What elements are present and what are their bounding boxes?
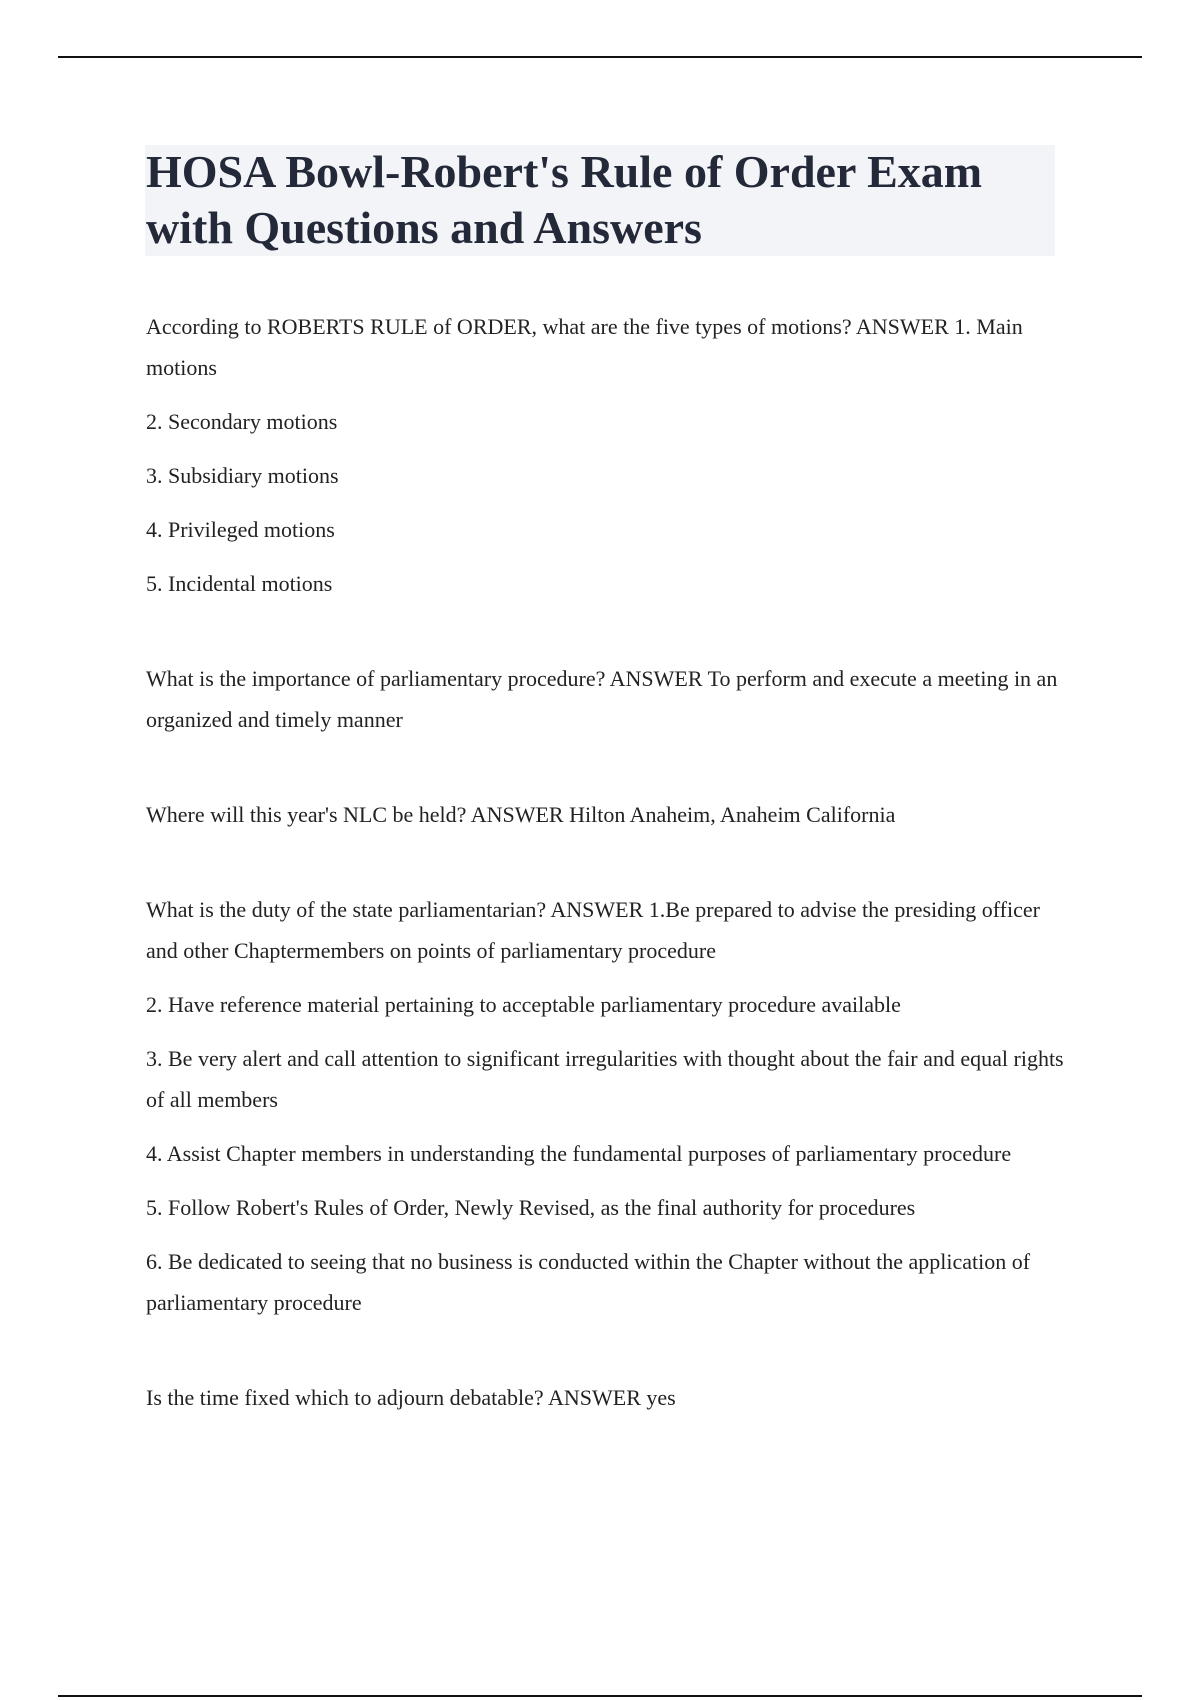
paragraph-q3: Where will this year's NLC be held? ANSWER Hilton Anaheim, Anaheim California <box>146 802 896 827</box>
paragraph-q1: According to ROBERTS RULE of ORDER, what are the five types of motions? ANSWER 1. Main motions <box>146 314 1023 380</box>
paragraph-q2: What is the importance of parliamentary procedure? ANSWER To perform and execute a meeting in an organized and timely manner <box>146 666 1058 732</box>
paragraph-q1-item-4: 4. Privileged motions <box>146 517 335 542</box>
paragraph-q4-item-5: 5. Follow Robert's Rules of Order, Newly Revised, as the final authority for procedures <box>146 1195 916 1220</box>
paragraph-q4-item-4: 4. Assist Chapter members in understanding the fundamental purposes of parliamentary procedure <box>146 1141 1012 1166</box>
document-body <box>146 306 1066 1431</box>
top-divider <box>58 56 1142 58</box>
paragraph-q4-item-2: 2. Have reference material pertaining to acceptable parliamentary procedure available <box>146 992 901 1017</box>
paragraph-q1-item-5: 5. Incidental motions <box>146 571 333 596</box>
paragraph-q1-item-2: 2. Secondary motions <box>146 409 338 434</box>
bottom-divider <box>58 1695 1142 1697</box>
paragraph-q4: What is the duty of the state parliamentarian? ANSWER 1.Be prepared to advise the presiding officer and other Chaptermembers on points of parliamentary procedure <box>146 897 1040 963</box>
paragraph-q4-item-3: 3. Be very alert and call attention to significant irregularities with thought about the fair and equal rights of all members <box>146 1046 1064 1112</box>
paragraph-q5: Is the time fixed which to adjourn debatable? ANSWER yes <box>146 1385 676 1410</box>
paragraph-q4-item-6: 6. Be dedicated to seeing that no business is conducted within the Chapter without the application of parliamentary procedure <box>146 1249 1031 1315</box>
paragraph-q1-item-3: 3. Subsidiary motions <box>146 463 339 488</box>
document-title: HOSA Bowl-Robert's Rule of Order Exam with Questions and Answers <box>146 146 983 253</box>
